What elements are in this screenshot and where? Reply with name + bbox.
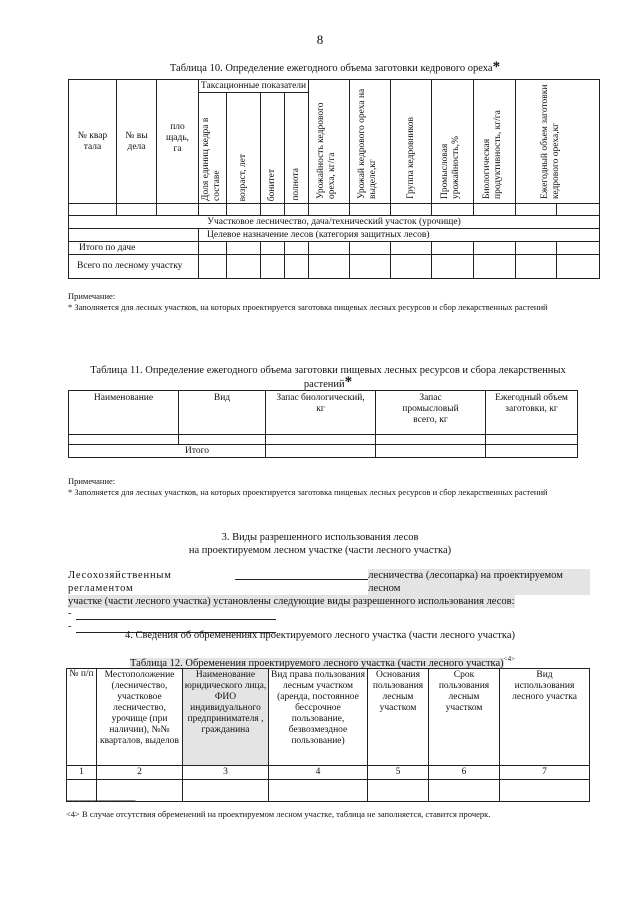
- note2-text: * Заполняется для лесных участков, на которых проектируется заготовка пищевых лесных ресурсов и сбор лекарственных растений: [68, 487, 548, 497]
- t12-h-use: Вид использования лесного участка: [500, 669, 590, 766]
- t12-h-right: Вид права пользования лесным участком (аренда, постоянное бессрочное пользование, безвозмездное пользование): [269, 669, 368, 766]
- t10-empty-row: [69, 204, 600, 216]
- t10-h-area: пло щадь, га: [157, 80, 199, 204]
- t10-h-bonitet: бонитет: [267, 168, 277, 201]
- table10: [68, 79, 600, 279]
- table10-caption-text: Таблица 10. Определение ежегодного объема заготовки кедрового ореха: [169, 63, 493, 74]
- t10-row-vsego: Всего по лесному участку: [69, 255, 199, 279]
- t12-h-basis: Основания пользования лесным участком: [368, 669, 429, 766]
- t12-number-row: [67, 766, 590, 780]
- table12-caption-ref: <4>: [503, 655, 516, 663]
- t11-empty-row: [69, 435, 578, 445]
- t11-h-prom: Запас промысловый всего, кг: [376, 391, 486, 435]
- table11-caption: [68, 364, 588, 392]
- table11: [68, 390, 578, 458]
- t10-h-vydel: № вы дела: [117, 80, 157, 204]
- t10-h-urozhai: Урожай кедрового ореха на выделе,кг: [357, 88, 379, 199]
- table12: [66, 668, 590, 802]
- note2: [68, 476, 598, 498]
- note1-title: Примечание:: [68, 291, 116, 301]
- section3-para-b: лесничества (лесопарка) на проектируемом лесном: [368, 569, 590, 595]
- t11-h-ezheg: Ежегодный объем заготовки, кг: [486, 391, 578, 435]
- section3-line-1: [76, 619, 276, 620]
- section3-title-line1: 3. Виды разрешенного использования лесов: [221, 532, 419, 543]
- table11-asterisk: *: [344, 374, 353, 390]
- t11-row-itogo: Итого: [69, 445, 266, 458]
- t12-header-row: [67, 669, 590, 766]
- t10-row-uchastok: Участковое лесничество, дача/технический участок (урочище): [69, 216, 600, 229]
- note1-text: * Заполняется для лесных участков, на которых проектируется заготовка пищевых лесных ресурсов и сбор лекарственных растений: [68, 302, 548, 312]
- t12-n6: 6: [429, 766, 500, 780]
- t11-h-vid: Вид: [179, 391, 266, 435]
- t12-h-location: Местоположение (лесничество, участковое лесничество, урочище (при наличии), №№ кварталов, выделов: [97, 669, 183, 766]
- t12-n4: 4: [269, 766, 368, 780]
- section3-para-a: Лесохозяйственным регламентом: [68, 570, 172, 594]
- note2-title: Примечание:: [68, 476, 116, 486]
- section3-para-c: участке (части лесного участка) установлены следующие виды разрешенного использования лесов:: [68, 596, 515, 607]
- t10-h-bio: Биологическая продуктивность, кг/га: [481, 109, 503, 199]
- table11-caption-line2: растений: [303, 379, 345, 390]
- t10-h-polnota: полнота: [291, 168, 302, 201]
- table12-caption-text: Таблица 12. Обременения проектируемого лесного участка (части лесного участка): [130, 657, 504, 669]
- t12-h-num: № п/п: [67, 669, 97, 766]
- table12-caption: [130, 655, 515, 669]
- section3-title-line2: на проектируемом лесном участке (части лесного участка): [188, 545, 452, 556]
- t10-h-gruppa: Группа кедровников: [405, 116, 416, 199]
- note1: [68, 291, 598, 313]
- footnote-line: --------------------------------: [66, 796, 136, 805]
- section3-paragraph: [68, 569, 590, 633]
- t12-n1: 1: [67, 766, 97, 780]
- t12-n3: 3: [183, 766, 269, 780]
- t11-h-bio: Запас биологический, кг: [266, 391, 376, 435]
- section3-bullet-2: -: [68, 621, 72, 632]
- t10-h-ezheg: Ежегодный объем заготовки кедрового ореха,кг: [539, 84, 561, 199]
- t12-empty-row: [67, 780, 590, 802]
- t12-n7: 7: [500, 766, 590, 780]
- t12-n2: 2: [97, 766, 183, 780]
- t10-row-celevoe: Целевое назначение лесов (категория защитных лесов): [199, 229, 600, 242]
- t10-row-itogo-dache: Итого по даче: [69, 242, 199, 255]
- table10-caption: [70, 59, 600, 75]
- section4-title: 4. Сведения об обременениях проектируемого лесного участка (части лесного участка): [124, 630, 515, 641]
- section3-title: [0, 531, 640, 557]
- t10-h-dolya: Доля единиц кедра в составе: [200, 117, 222, 201]
- t10-h-prom: Промысловая урожайность,%: [439, 135, 461, 199]
- section3-blank: [235, 569, 368, 580]
- t11-h-name: Наименование: [69, 391, 179, 435]
- t12-h-term: Срок пользования лесным участком: [429, 669, 500, 766]
- t10-h-kvartal: № квар тала: [69, 80, 117, 204]
- t10-h-urozhainost: Урожайность кедрового ореха, кг/га: [316, 101, 338, 199]
- t12-n5: 5: [368, 766, 429, 780]
- t10-h-taks: Таксационные показатели: [199, 80, 309, 93]
- page-number: 8: [316, 32, 324, 47]
- table11-caption-line1: Таблица 11. Определение ежегодного объема заготовки пищевых лесных ресурсов и сбора лекарственных: [90, 365, 566, 376]
- table10-asterisk: *: [492, 59, 501, 75]
- section3-bullet-1: -: [68, 608, 72, 619]
- t12-h-entity: Наименование юридического лица, ФИО индивидуального предпринимателя , гражданина: [183, 669, 269, 766]
- footnote-text: <4> В случае отсутствия обременений на проектируемом лесном участке, таблица не заполняется, ставится прочерк.: [66, 809, 491, 819]
- t10-h-vozrast: возраст, лет: [238, 153, 248, 201]
